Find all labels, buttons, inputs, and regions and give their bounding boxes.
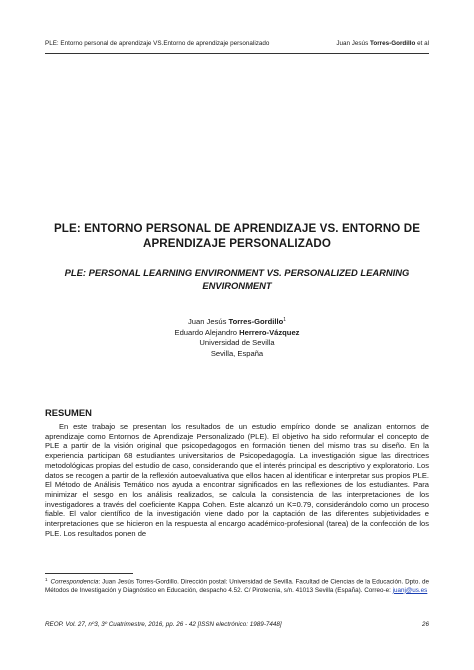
footnote-label: Correspondencia: [50, 578, 99, 586]
author-2: [100, 328, 374, 339]
author-2-given: Eduardo Alejandro: [174, 327, 237, 337]
footnote-email-link[interactable]: juanj@us.es: [392, 586, 428, 594]
running-footer: [45, 621, 429, 628]
author-block: [100, 315, 374, 359]
running-header-title: PLE: Entorno personal de aprendizaje VS.Entorno de aprendizaje personalizado: [45, 40, 270, 47]
header-author-prefix: Juan Jesús: [336, 40, 369, 47]
header-author-suffix: et al: [417, 40, 429, 47]
paper-title: PLE: ENTORNO PERSONAL DE APRENDIZAJE VS. ENTORNO DE APRENDIZAJE PERSONALIZADO: [53, 222, 421, 250]
page-number: 26: [421, 621, 429, 628]
author-1-footnote-mark: 1: [283, 317, 287, 323]
section-heading-resumen: RESUMEN: [45, 407, 92, 418]
affiliation-location: Sevilla, España: [210, 348, 264, 358]
footnote-mark: 1: [45, 577, 48, 582]
author-2-surname: Herrero-Vázquez: [239, 327, 300, 337]
abstract-paragraph: En este trabajo se presentan los resultados de un estudio empírico donde se analizan entornos de aprendizaje como Entornos de Aprendizaje Personalizado (PLE). El objetivo ha sido reformular el concepto de PLE a partir de la visión original que psicopedagogos en formación tienen del mismo tras su diseño. En la experiencia participan 68 estudiantes universitarios de Psicopedagogía. La investigación sigue las directrices metodológicas propias del estudio de caso, considerando que el interés principal es descriptivo y exploratorio. Los datos se recogen a partir de la reflexión autoevaluativa que ellos hacen al identificar e interpretar sus propios PLE. El Método de Análisis Temático nos ayuda a encontrar significados en las reflexiones de los estudiantes. Para minimizar el sesgo en los análisis realizados, se calcula la consistencia de las interpretaciones de los investigadores a través del coeficiente Kappa Cohen. Este alcanzó un K=0.79, considerándolo como un proceso fiable. El valor científico de la investigación viene dado por la captación de las diferentes subjetividades e interpretaciones que se hicieron en la respuesta al encargo académico-profesional (tarea) de la confección de los PLE. Los resultados ponen de: [45, 422, 429, 538]
footnote: [45, 576, 429, 595]
footnote-text: : Juan Jesús Torres-Gordillo. Dirección postal: Universidad de Sevilla. Facultad de Ciencias de la Educación. Dpto. de Métodos de Investigación y Diagnóstico en Educación, despacho 4.52. C/ Pirotecnia, s/n. 41013 Sevilla (España). Correo-e:: [45, 578, 429, 594]
affiliation: Universidad de Sevilla: [199, 338, 275, 348]
author-1-given: Juan Jesús: [187, 317, 227, 326]
footnote-divider: [45, 573, 133, 574]
header-author-surname: Torres-Gordillo: [369, 40, 416, 47]
author-1-surname: Torres-Gordillo: [228, 317, 284, 326]
footer-citation: REOP. Vol. 27, nº3, 3º Cuatrimestre, 2016, pp. 26 - 42 [ISSN electrónico: 1989-7448]: [45, 621, 282, 628]
running-header-author: [336, 40, 429, 47]
header-divider: [45, 53, 429, 54]
running-header: [45, 40, 429, 47]
paper-title-english: PLE: PERSONAL LEARNING ENVIRONMENT VS. PERSONALIZED LEARNING ENVIRONMENT: [64, 267, 410, 291]
author-1: [100, 315, 374, 328]
